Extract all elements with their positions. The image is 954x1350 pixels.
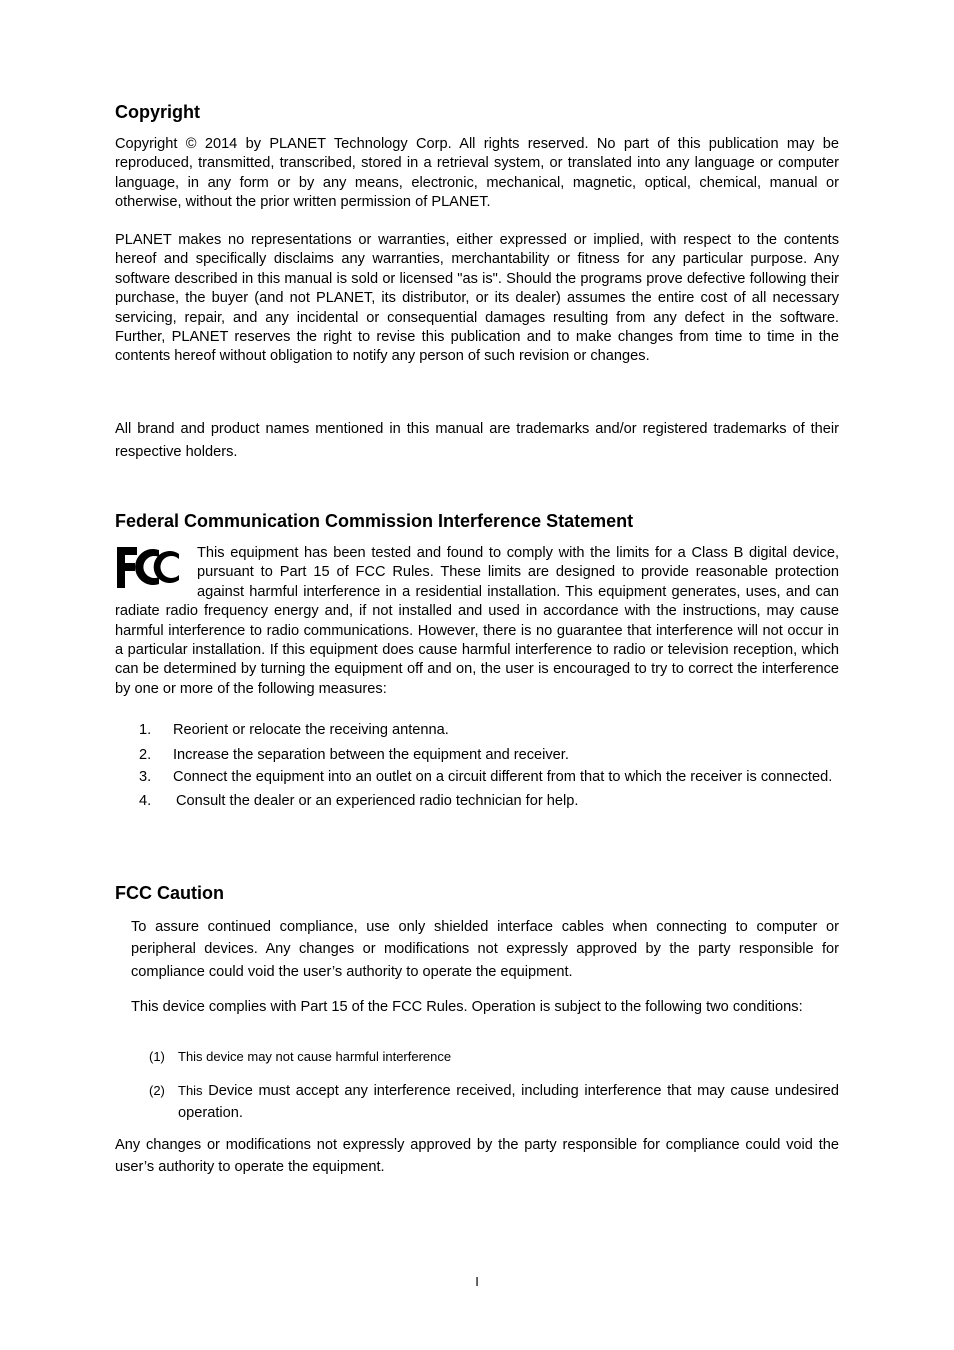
copyright-heading: Copyright bbox=[115, 102, 200, 122]
fcc-statement-heading: Federal Communication Commission Interference Statement bbox=[115, 511, 634, 531]
copyright-paragraph-2: PLANET makes no representations or warranties, either expressed or implied, with respect to the contents hereof and specifically disclaims any warranties, merchantability or fitness for any particular purpose. Any software described in this manual is sold or licensed "as is". Should the programs prove defective following their purchase, the buyer (and not PLANET, its distributor, or its dealer) assumes the entire cost of all necessary servicing, repair, and any incidental or consequential damages resulting from any defect in the software. Further, PLANET reserves the right to revise this publication and to make changes from time to time in the contents hereof without obligation to notify any person of such revision or changes. bbox=[115, 232, 839, 365]
list-item: 3. Connect the equipment into an outlet on a circuit different from that to which the receiver is connected. bbox=[139, 769, 833, 785]
list-item: 2. Increase the separation between the equipment and receiver. bbox=[139, 747, 569, 763]
fcc-statement-text: This equipment has been tested and found to comply with the limits for a Class B digital device, pursuant to Part 15 of FCC Rules. These limits are designed to provide reasonable protection against harmful interference in a residential installation. This equipment generates, uses, and can radiate radio frequency energy and, if not installed and used in accordance with the instructions, may cause harmful interference to radio communications. However, there is no guarantee that interference will not occur in a particular installation. If this equipment does cause harmful interference to radio or television reception, which can be determined by turning the equipment off and on, the user is encouraged to try to correct the interference by one or more of the following measures: bbox=[115, 545, 839, 697]
condition-2: (2) This Device must accept any interference received, including interference that may cause undesired operation. bbox=[149, 1083, 840, 1122]
fcc-logo-icon bbox=[115, 544, 183, 590]
list-item: 4. Consult the dealer or an experienced radio technician for help. bbox=[139, 793, 579, 809]
measures-list bbox=[115, 719, 839, 812]
fcc-caution-paragraph-2: This device complies with Part 15 of the FCC Rules. Operation is subject to the following two conditions: bbox=[131, 999, 803, 1015]
list-item: 1. Reorient or relocate the receiving antenna. bbox=[139, 722, 449, 738]
page-number: I bbox=[475, 1274, 479, 1289]
condition-1: (1) This device may not cause harmful interference bbox=[149, 1049, 452, 1064]
copyright-paragraph-1: Copyright © 2014 by PLANET Technology Corp. All rights reserved. No part of this publication may be reproduced, transmitted, transcribed, stored in a retrieval system, or translated into any language or computer language, in any form or by any means, electronic, mechanical, magnetic, optical, chemical, manual or otherwise, without the prior written permission of PLANET. bbox=[115, 136, 839, 211]
fcc-caution-paragraph-1: To assure continued compliance, use only shielded interface cables when connecting to computer or peripheral devices. Any changes or modifications not expressly approved by the party responsible for compliance could void the user’s authority to operate the equipment. bbox=[131, 919, 839, 980]
copyright-paragraph-3: All brand and product names mentioned in this manual are trademarks and/or registered trademarks of their respective holders. bbox=[115, 421, 839, 460]
fcc-statement-body bbox=[115, 544, 839, 699]
fcc-caution-heading: FCC Caution bbox=[115, 883, 224, 903]
fcc-caution-paragraph-3: Any changes or modifications not expressly approved by the party responsible for compliance could void the user’s authority to operate the equipment. bbox=[115, 1137, 839, 1176]
